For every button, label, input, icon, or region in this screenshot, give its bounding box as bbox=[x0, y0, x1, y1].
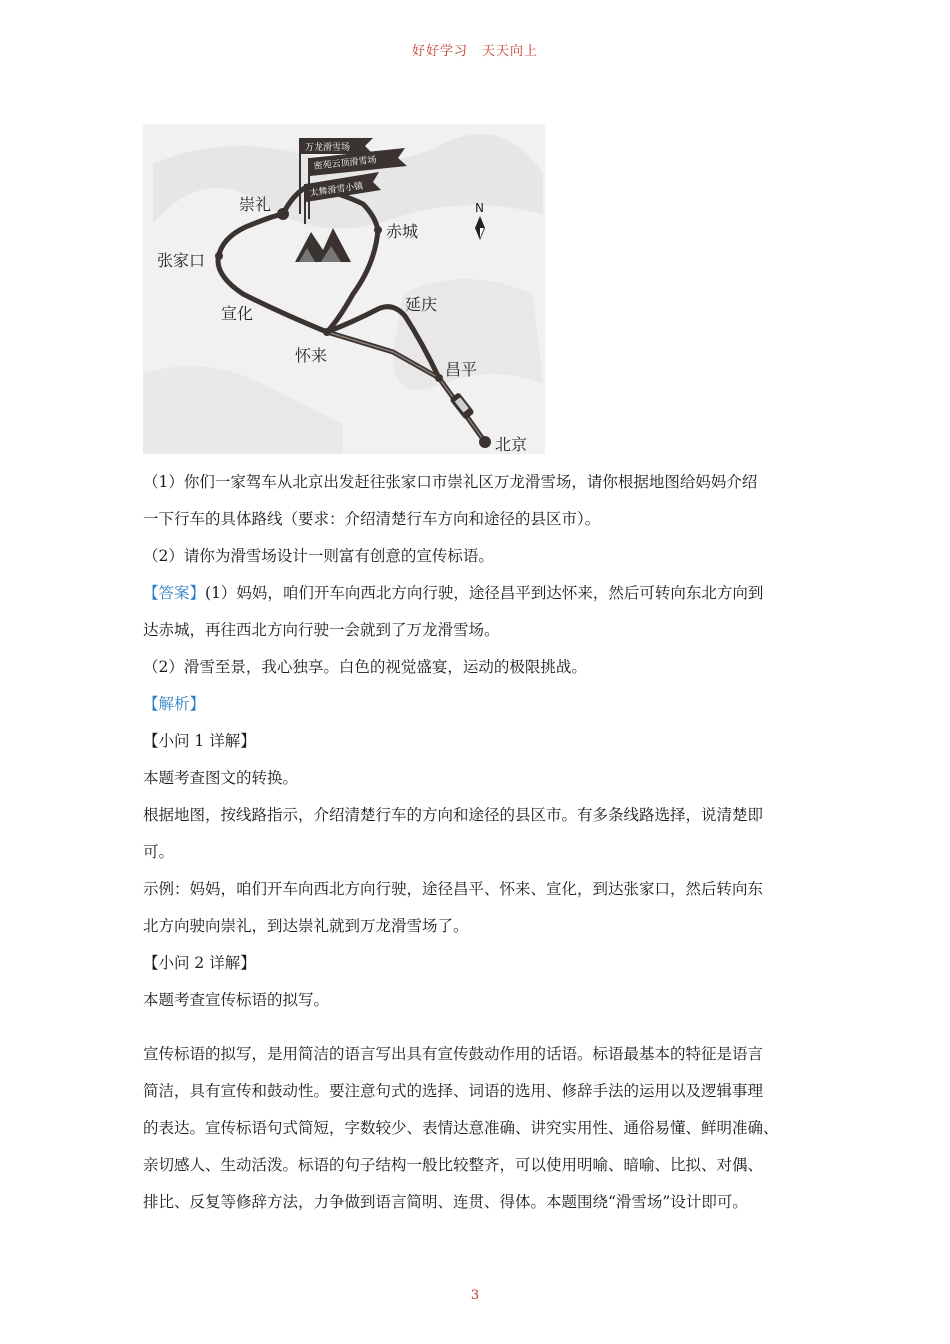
analysis-paragraph bbox=[143, 1036, 813, 1221]
city-xuanhua: 宣化 bbox=[221, 304, 254, 323]
sub1-p2-line-1: 根据地图，按线路指示，介绍清楚行车的方向和途径的县区市。有多条线路选择，说清楚即 bbox=[143, 806, 764, 824]
page-header: 好好学习 天天向上 bbox=[411, 44, 538, 59]
sub2-p2-line-5: 排比、反复等修辞方法，力争做到语言简明、连贯、得体。本题围绕“滑雪场”设计即可。 bbox=[143, 1193, 748, 1211]
city-yanqing: 延庆 bbox=[405, 295, 438, 314]
city-changping: 昌平 bbox=[445, 360, 478, 379]
compass-n: N bbox=[475, 201, 484, 215]
answer-1-text: (1）妈妈，咱们开车向西北方向行驶，途径昌平到达怀来，然后可转向东北方向到 bbox=[205, 584, 764, 602]
sub2-p2-line-1: 宣传标语的拟写，是用简洁的语言写出具有宣传鼓动作用的话语。标语最基本的特征是语言 bbox=[143, 1045, 764, 1063]
sub2-p2-line-2: 简洁，具有宣传和鼓动性。要注意句式的选择、词语的选用、修辞手法的运用以及逻辑事理 bbox=[143, 1082, 764, 1100]
questions-section bbox=[143, 464, 813, 1019]
question-2: （2）请你为滑雪场设计一则富有创意的宣传标语。 bbox=[143, 547, 494, 565]
answer-1-line-1 bbox=[143, 575, 813, 612]
city-chongli: 崇礼 bbox=[239, 195, 272, 214]
flag-miyuan: 密苑云顶滑雪场 bbox=[313, 155, 377, 172]
city-zhangjiakou: 张家口 bbox=[157, 251, 206, 270]
sub1-p2-line-2: 可。 bbox=[143, 843, 175, 861]
sub1-example-line-1: 示例：妈妈，咱们开车向西北方向行驶，途径昌平、怀来、宣化，到达张家口，然后转向东 bbox=[143, 880, 764, 898]
sub2-title: 【小问 2 详解】 bbox=[143, 954, 256, 972]
sub1-p1: 本题考查图文的转换。 bbox=[143, 769, 299, 787]
answer-tag: 【答案】 bbox=[143, 584, 206, 602]
flag-wanlong: 万龙滑雪场 bbox=[305, 143, 351, 153]
sub1-title: 【小问 1 详解】 bbox=[143, 732, 256, 750]
city-chicheng: 赤城 bbox=[386, 222, 419, 241]
answer-2: （2）滑雪至景，我心独享。白色的视觉盛宴，运动的极限挑战。 bbox=[143, 658, 587, 676]
page-number: 3 bbox=[470, 1288, 480, 1303]
flag-taiwu: 太舞滑雪小镇 bbox=[309, 181, 364, 199]
analysis-tag: 【解析】 bbox=[143, 695, 206, 713]
sub2-p2-line-4: 亲切感人、生动活泼。标语的句子结构一般比较整齐，可以使用明喻、暗喻、比拟、对偶、 bbox=[143, 1156, 764, 1174]
city-huailai: 怀来 bbox=[295, 346, 328, 365]
route-map-svg bbox=[143, 124, 545, 454]
answer-1-line-2: 达赤城，再往西北方向行驶一会就到了万龙滑雪场。 bbox=[143, 621, 500, 639]
city-beijing: 北京 bbox=[495, 435, 528, 454]
sub2-p1: 本题考查宣传标语的拟写。 bbox=[143, 991, 330, 1009]
route-map bbox=[143, 124, 545, 454]
sub2-p2-line-3: 的表达。宣传标语句式简短，字数较少、表情达意准确、讲究实用性、通俗易懂、鲜明准确、 bbox=[143, 1119, 779, 1137]
question-1-line-2: 一下行车的具体路线（要求：介绍清楚行车方向和途径的县区市）。 bbox=[143, 510, 601, 528]
sub1-example-line-2: 北方向驶向崇礼，到达崇礼就到万龙滑雪场了。 bbox=[143, 917, 469, 935]
question-1-line-1: （1）你们一家驾车从北京出发赶往张家口市崇礼区万龙滑雪场，请你根据地图给妈妈介绍 bbox=[143, 473, 758, 491]
